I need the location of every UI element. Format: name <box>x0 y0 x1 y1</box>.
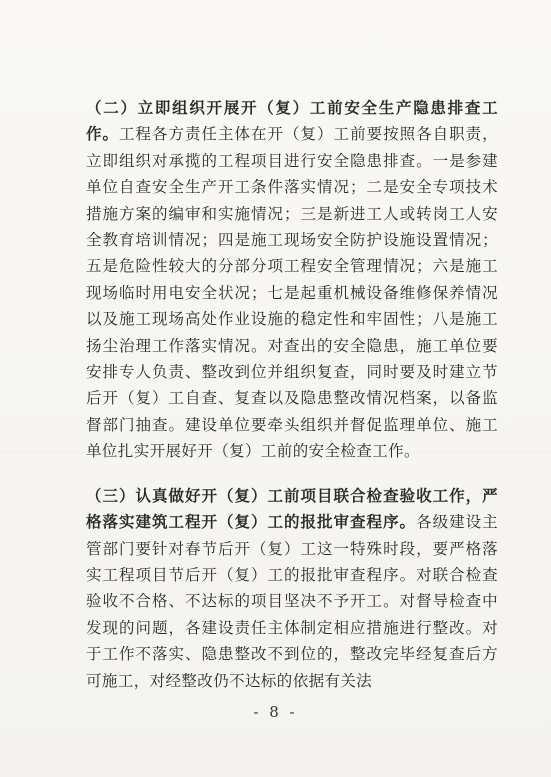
document-body <box>86 95 498 694</box>
paragraph-gap <box>86 465 498 483</box>
section-2-body: 工程各方责任主体在开（复）工前要按照各自职责，立即组织对承揽的工程项目进行安全隐患排查。一是参建单位自查安全生产开工条件落实情况；二是安全专项技术措施方案的编审和实施情况；三是新进工人或转岗工人安全教育培训情况；四是施工现场安全防护设施设置情况；五是危险性较大的分部分项工程安全管理情况；六是施工现场临时用电安全状况；七是起重机械设备维修保养情况以及施工现场高处作业设施的稳定性和牢固性；八是施工扬尘治理工作落实情况。对查出的安全隐患，施工单位要安排专人负责、整改到位并组织复查，同时要及时建立节后开（复）工自查、复查以及隐患整改情况档案，以备监督部门抽查。建设单位要牵头组织并督促监理单位、施工单位扎实开展好开（复）工前的安全检查工作。 <box>86 125 498 461</box>
page-number: - 8 - <box>253 703 298 721</box>
section-2-paragraph <box>86 95 498 465</box>
section-3-body: 各级建设主管部门要针对春节后开（复）工这一特殊时段，要严格落实工程项目节后开（复）工的报批审查程序。对联合检查验收不合格、不达标的项目坚决不予开工。对督导检查中发现的问题，各建设责任主体制定相应措施进行整改。对于工作不落实、隐患整改不到位的，整改完毕经复查后方可施工，对经整改仍不达标的依据有关法 <box>86 513 498 690</box>
section-3-paragraph <box>86 483 498 694</box>
section-2-heading: （二）立即组织开展开（复）工前安全生产隐患排查工作。 <box>86 98 498 144</box>
section-3-heading: （三）认真做好开（复）工前项目联合检查验收工作，严格落实建筑工程开（复）工的报批审查程序。 <box>86 485 498 532</box>
